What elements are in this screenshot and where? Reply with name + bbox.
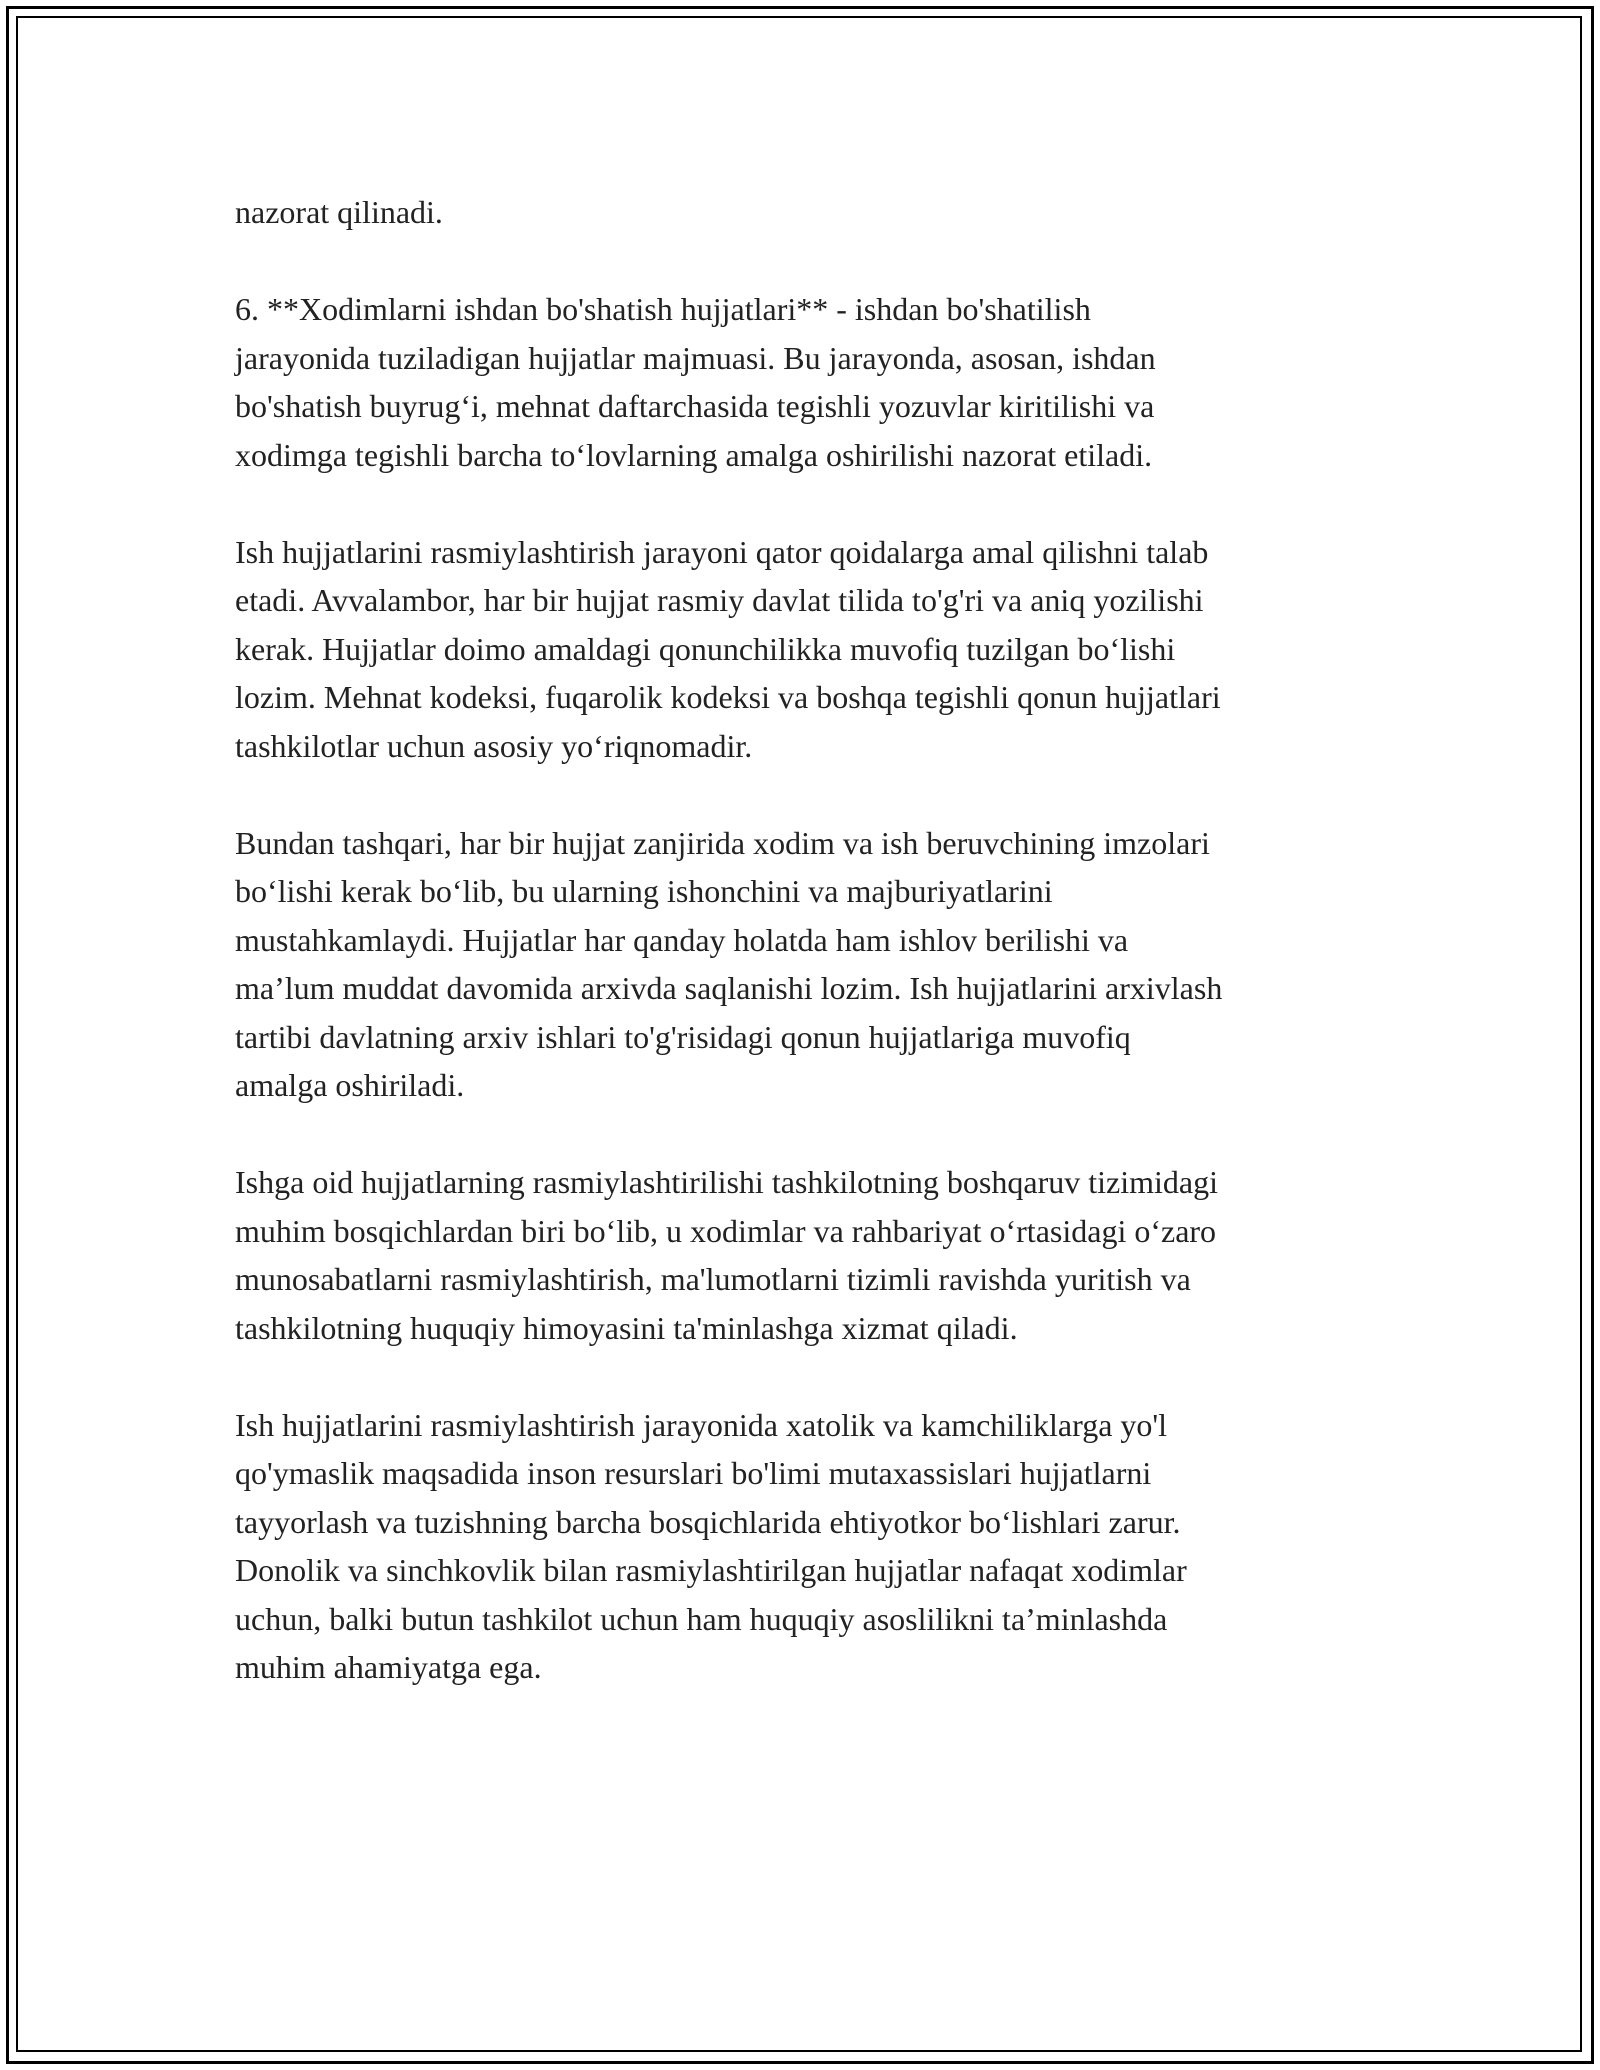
text-line: tashkilotning huquqiy himoyasini ta'minlashga xizmat qiladi. (235, 1309, 1018, 1346)
text-line: lozim. Mehnat kodeksi, fuqarolik kodeksi va boshqa tegishli qonun hujjatlari (235, 679, 1221, 715)
paragraph-signatures-archiving (235, 819, 1375, 1110)
text-line: Donolik va sinchkovlik bilan rasmiylashtirilgan hujjatlar nafaqat xodimlar (235, 1552, 1187, 1588)
paragraph-management-system (235, 1158, 1375, 1352)
text-line: Bundan tashqari, har bir hujjat zanjirida xodim va ish beruvchining imzolari (235, 824, 1210, 861)
paragraph-formalization-rules (235, 528, 1375, 771)
text-line: etadi. Avvalambor, har bir hujjat rasmiy davlat tilida to'g'ri va aniq yozilishi (235, 582, 1204, 618)
text-line: amalga oshiriladi. (235, 1067, 465, 1103)
paragraph-continuation (235, 188, 1375, 237)
text-line: muhim ahamiyatga ega. (235, 1649, 542, 1685)
text-line: ma’lum muddat davomida arxivda saqlanishi lozim. Ish hujjatlarini arxivlash (235, 970, 1223, 1006)
text-line: kerak. Hujjatlar doimo amaldagi qonunchilikka muvofiq tuzilgan bo‘lishi (235, 630, 1176, 667)
text-line: bo'shatish buyrug‘i, mehnat daftarchasida tegishli yozuvlar kiritilishi va (235, 388, 1155, 424)
text-line: qo'ymaslik maqsadida inson resurslari bo'limi mutaxassislari hujjatlarni (235, 1455, 1152, 1491)
text-line: Ish hujjatlarini rasmiylashtirish jarayonida xatolik va kamchiliklarga yo'l (235, 1406, 1168, 1443)
text-line: muhim bosqichlardan biri bo‘lib, u xodimlar va rahbariyat o‘rtasidagi o‘zaro (235, 1212, 1217, 1249)
text-line: uchun, balki butun tashkilot uchun ham huquqiy asoslilikni ta’minlashda (235, 1600, 1168, 1637)
text-line: xodimga tegishli barcha to‘lovlarning amalga oshirilishi nazorat etiladi. (235, 436, 1153, 473)
text-line: Ishga oid hujjatlarning rasmiylashtirilishi tashkilotning boshqaruv tizimidagi (235, 1164, 1218, 1200)
text-line: Ish hujjatlarini rasmiylashtirish jarayoni qator qoidalarga amal qilishni talab (235, 533, 1209, 570)
paragraph-hr-specialists (235, 1401, 1375, 1692)
text-line: tashkilotlar uchun asosiy yo‘riqnomadir. (235, 727, 753, 764)
document-body (235, 188, 1375, 1692)
text-line: tayyorlash va tuzishning barcha bosqichlarida ehtiyotkor bo‘lishlari zarur. (235, 1503, 1181, 1540)
text-line: munosabatlarni rasmiylashtirish, ma'lumotlarni tizimli ravishda yuritish va (235, 1261, 1191, 1297)
text-line: nazorat qilinadi. (235, 194, 443, 230)
paragraph-dismissal-documents (235, 285, 1375, 479)
text-line: bo‘lishi kerak bo‘lib, bu ularning ishonchini va majburiyatlarini (235, 873, 1053, 909)
text-line: 6. **Xodimlarni ishdan bo'shatish hujjatlari** - ishdan bo'shatilish (235, 291, 1091, 327)
text-line: mustahkamlaydi. Hujjatlar har qanday holatda ham ishlov berilishi va (235, 921, 1129, 958)
text-line: tartibi davlatning arxiv ishlari to'g'risidagi qonun hujjatlariga muvofiq (235, 1018, 1131, 1055)
text-line: jarayonida tuziladigan hujjatlar majmuasi. Bu jarayonda, asosan, ishdan (235, 339, 1156, 376)
